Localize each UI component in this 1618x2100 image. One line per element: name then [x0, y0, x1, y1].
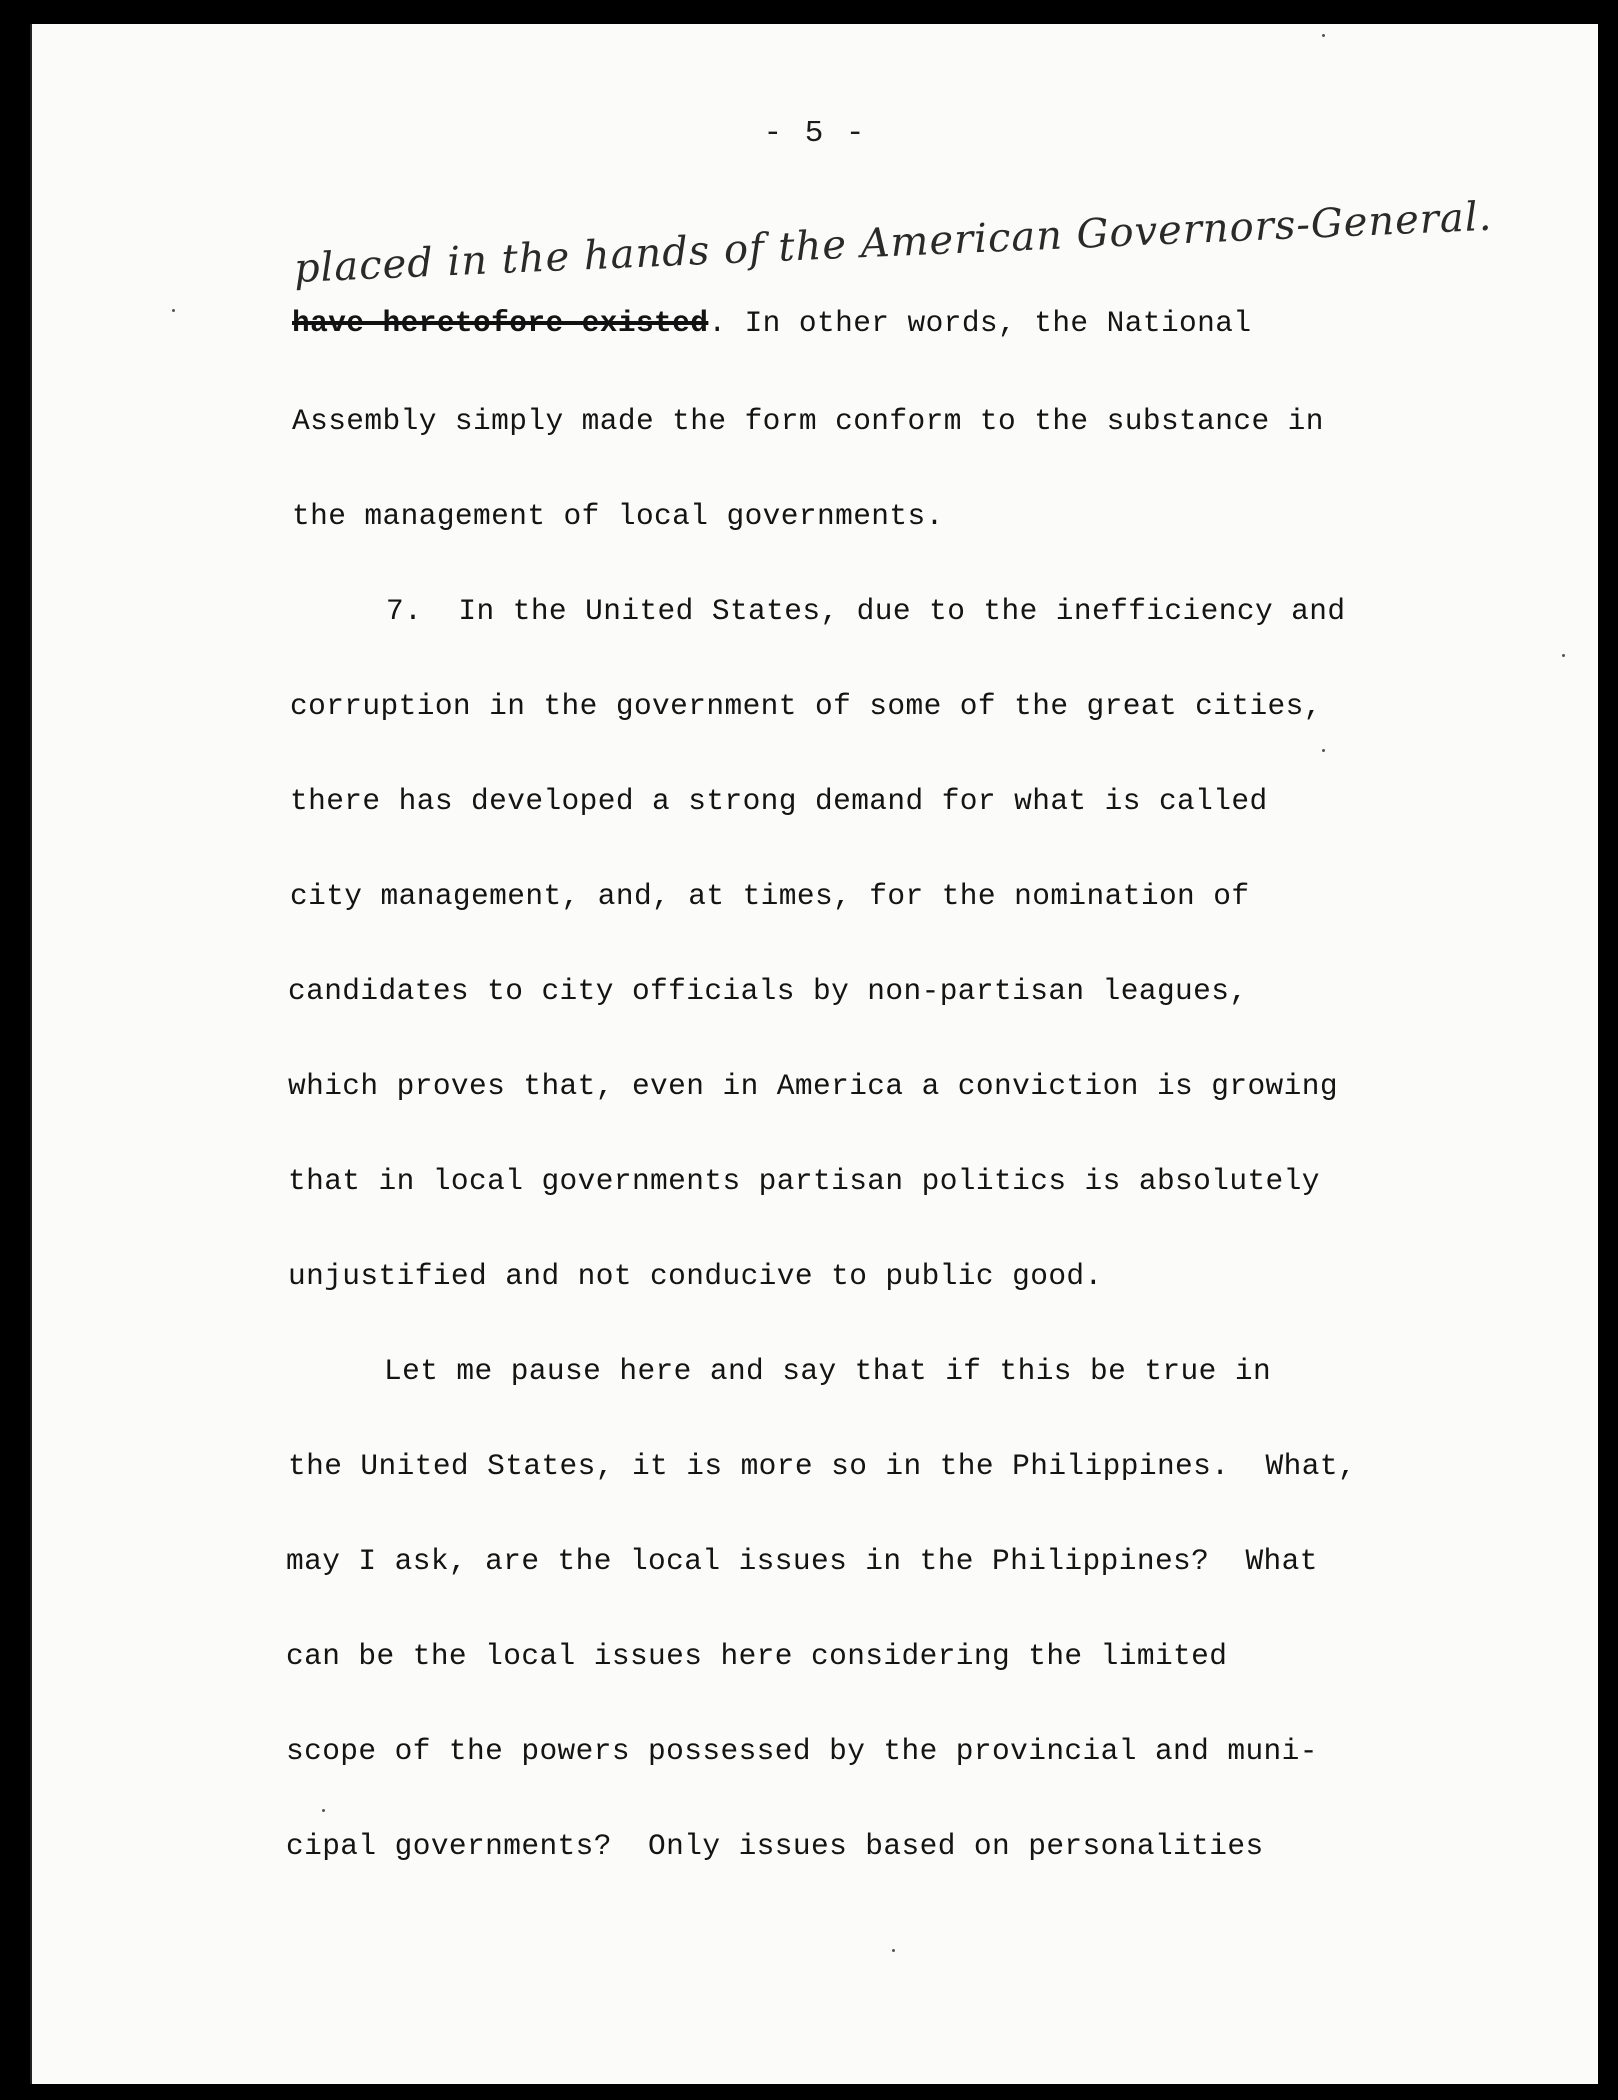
text-line-12: Let me pause here and say that if this be true in [384, 1354, 1272, 1388]
text-line-13: the United States, it is more so in the Philippines. What, [288, 1449, 1357, 1483]
struck-text: have heretofore existed [292, 306, 709, 340]
text-line-1-rest: . In other words, the National [708, 306, 1252, 340]
text-line-10: that in local governments partisan politics is absolutely [288, 1164, 1320, 1198]
text-line-16: scope of the powers possessed by the provincial and muni- [286, 1734, 1318, 1768]
text-line-6: there has developed a strong demand for what is called [290, 784, 1268, 818]
text-line-14: may I ask, are the local issues in the Philippines? What [286, 1544, 1318, 1578]
text-line-1 [292, 306, 1251, 340]
paper-speck [1322, 34, 1325, 37]
text-line-9: which proves that, even in America a conviction is growing [288, 1069, 1338, 1103]
page-number: - 5 - [763, 116, 867, 151]
text-line-8: candidates to city officials by non-partisan leagues, [288, 974, 1248, 1008]
paper-speck [172, 309, 175, 312]
text-line-17: cipal governments? Only issues based on personalities [286, 1829, 1264, 1863]
text-line-3: the management of local governments. [292, 499, 944, 533]
paper-speck [1562, 654, 1565, 657]
paper-speck [322, 1809, 325, 1812]
text-line-4: 7. In the United States, due to the inefficiency and [386, 594, 1346, 628]
text-line-15: can be the local issues here considering the limited [286, 1639, 1228, 1673]
paper-speck [892, 1949, 895, 1952]
handwritten-insertion: placed in the hands of the American Governors-General. [292, 193, 1494, 292]
text-line-5: corruption in the government of some of the great cities, [290, 689, 1322, 723]
paper-speck [1322, 749, 1325, 752]
text-line-11: unjustified and not conducive to public good. [288, 1259, 1103, 1293]
document-page [30, 24, 1598, 2084]
text-line-7: city management, and, at times, for the nomination of [290, 879, 1250, 913]
text-line-2: Assembly simply made the form conform to the substance in [292, 404, 1324, 438]
